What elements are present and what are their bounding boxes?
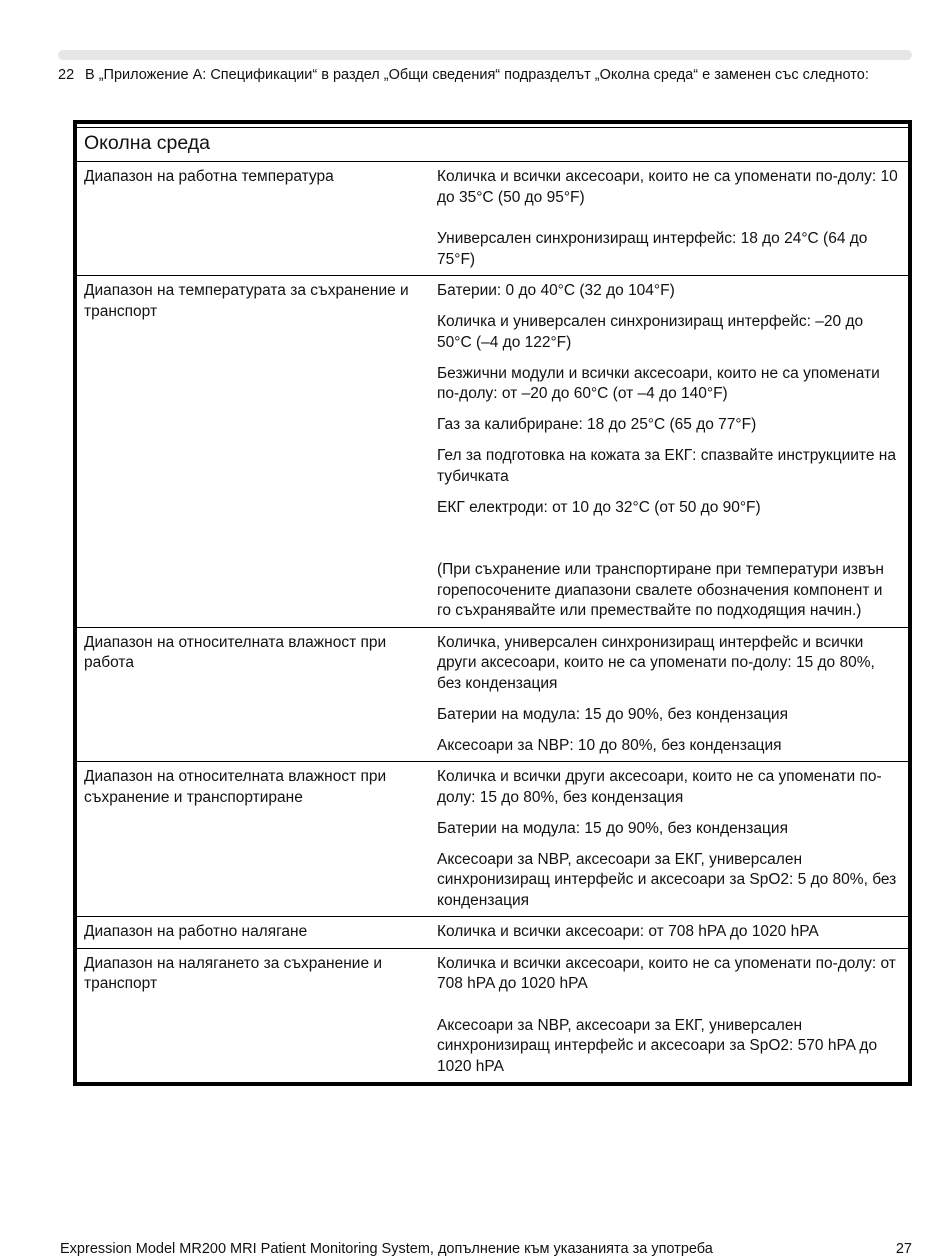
- row-label: Диапазон на налягането за съхранение и транспорт: [84, 954, 383, 992]
- row-value: Аксесоари за NBP: 10 до 80%, без кондензация: [437, 736, 782, 754]
- row-value: Батерии на модула: 15 до 90%, без кондензация: [437, 819, 788, 837]
- row-values: [433, 917, 908, 948]
- row-value: Количка, универсален синхронизиращ интерфейс и всички други аксесоари, които не са упоменати по-долу: 15 до 80%, без кондензация: [437, 633, 875, 692]
- table-row: [77, 276, 908, 628]
- row-values: [433, 276, 908, 627]
- row-value: ЕКГ електроди: от 10 до 32°C (от 50 до 90°F): [437, 498, 761, 516]
- change-note: [58, 66, 908, 85]
- row-values: [433, 628, 908, 762]
- table-row: [77, 949, 908, 1083]
- row-value: Батерии на модула: 15 до 90%, без кондензация: [437, 705, 788, 723]
- row-label: Диапазон на относителната влажност при съхранение и транспортиране: [84, 768, 387, 806]
- page-number: 27: [895, 1241, 912, 1257]
- header-rule: [58, 50, 912, 60]
- page-footer: [60, 1240, 912, 1258]
- row-value: Количка и универсален синхронизиращ интерфейс: –20 до 50°C (–4 до 122°F): [437, 313, 864, 351]
- row-label: Диапазон на температурата за съхранение и транспорт: [84, 282, 409, 320]
- row-value: Безжични модули и всички аксесоари, които не са упоменати по-долу: от –20 до 60°C (от –4 до 140°F): [437, 364, 880, 402]
- row-value: Батерии: 0 до 40°C (32 до 104°F): [437, 282, 675, 299]
- row-value: Количка и всички аксесоари: от 708 hPA до 1020 hPA: [437, 923, 819, 940]
- row-value: Количка и всички други аксесоари, които не са упоменати по-долу: 15 до 80%, без кондензация: [437, 768, 882, 806]
- row-value: Гел за подготовка на кожата за ЕКГ: спазвайте инструкциите на тубичката: [437, 447, 896, 485]
- note-number: 22: [58, 67, 75, 83]
- row-value: Газ за калибриране: 18 до 25°C (65 до 77°F): [437, 416, 757, 433]
- row-value: Универсален синхронизиращ интерфейс: 18 до 24°C (64 до 75°F): [437, 230, 868, 268]
- table-row: [77, 917, 908, 949]
- row-values: [433, 162, 908, 275]
- row-values: [433, 762, 908, 916]
- environment-spec-table: [73, 120, 912, 1086]
- note-text: В „Приложение А: Спецификации“ в раздел „Общи сведения“ подразделът „Околна среда“ е заменен със следното:: [85, 67, 869, 83]
- table-row: [77, 162, 908, 276]
- row-value: Количка и всички аксесоари, които не са упоменати по-долу: 10 до 35°C (50 до 95°F): [437, 168, 898, 206]
- row-label: Диапазон на работна температура: [84, 168, 334, 185]
- row-value: Количка и всички аксесоари, които не са упоменати по-долу: от 708 hPA до 1020 hPA: [437, 954, 896, 992]
- row-label: Диапазон на относителната влажност при работа: [84, 633, 387, 671]
- table-row: [77, 628, 908, 763]
- row-values: [433, 949, 908, 1083]
- footer-title: Expression Model MR200 MRI Patient Monitoring System, допълнение към указанията за употреба: [60, 1241, 713, 1257]
- row-value: Аксесоари за NBP, аксесоари за ЕКГ, универсален синхронизиращ интерфейс и аксесоари за SpO2: 570 hPA до 1020 hPA: [437, 1016, 878, 1075]
- table-title: Околна среда: [77, 127, 908, 162]
- table-row: [77, 762, 908, 917]
- row-value: Аксесоари за NBP, аксесоари за ЕКГ, универсален синхронизиращ интерфейс и аксесоари за SpO2: 5 до 80%, без кондензация: [437, 850, 897, 909]
- row-value: (При съхранение или транспортиране при температури извън горепосочените диапазони свалете обозначения компонент и го съхранявайте или премествайте по подходящия начин.): [437, 561, 884, 619]
- row-label: Диапазон на работно налягане: [84, 923, 308, 940]
